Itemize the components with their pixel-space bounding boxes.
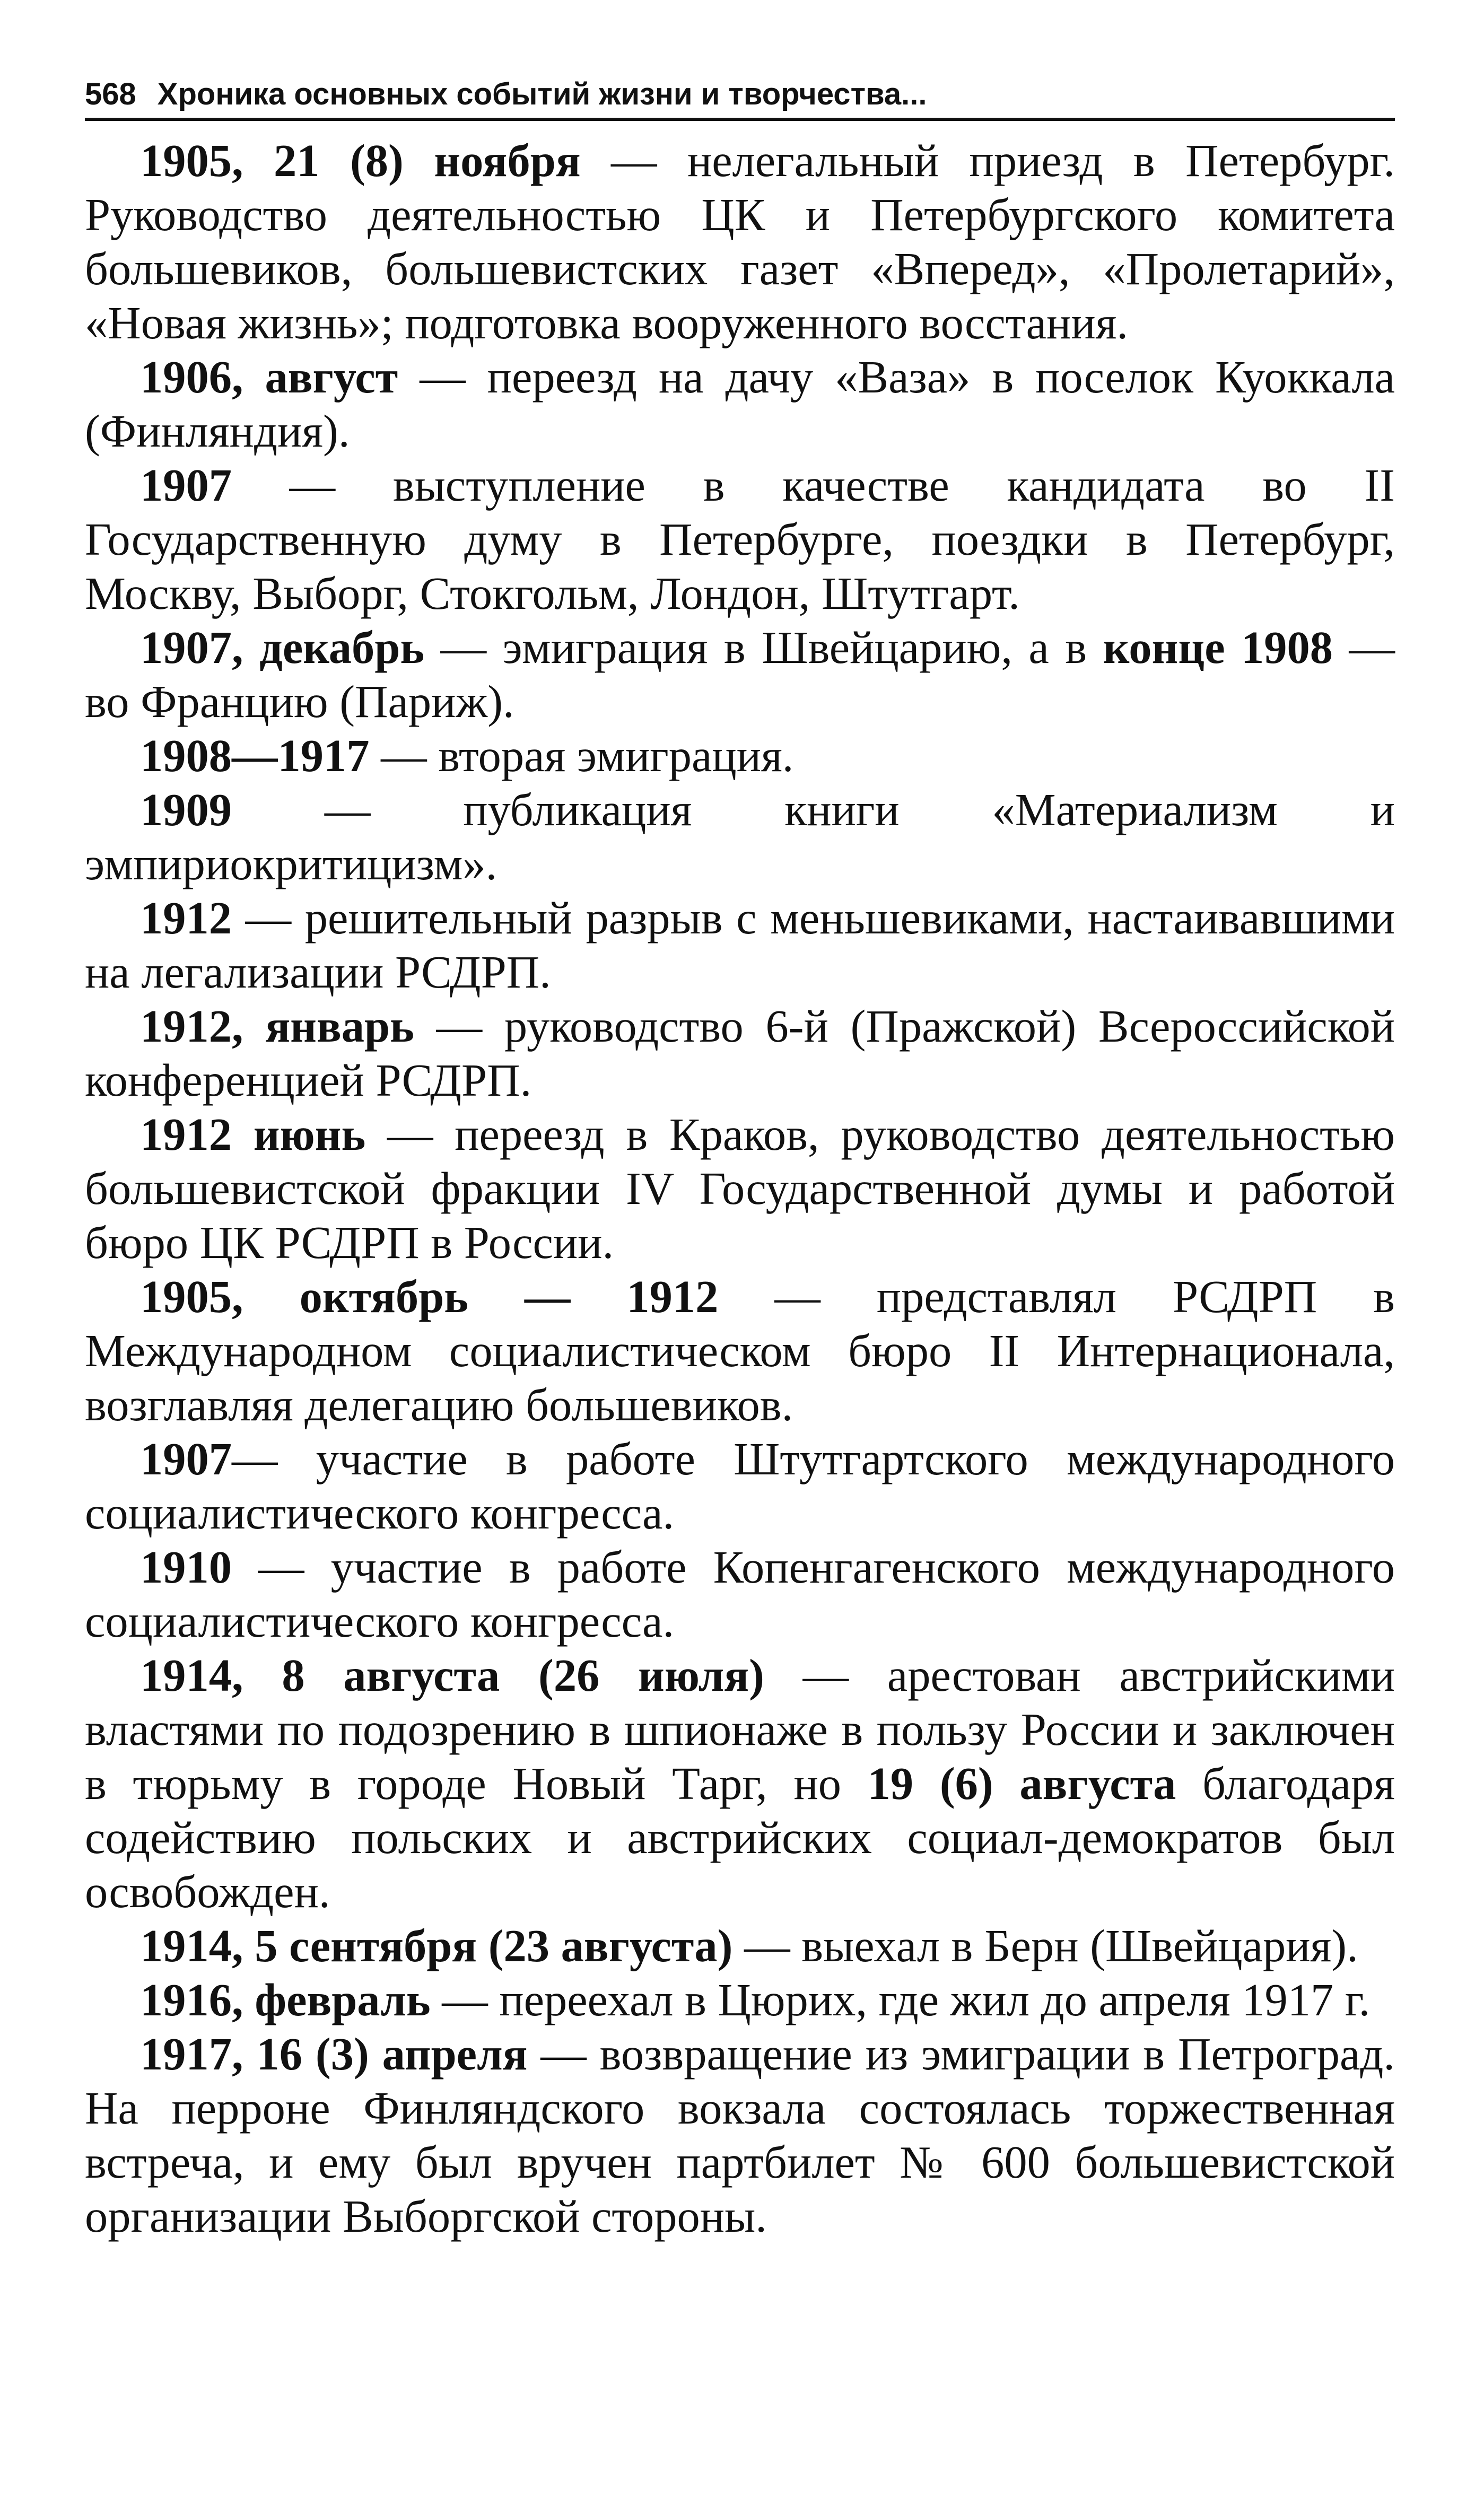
chronicle-entry	[85, 1919, 1395, 1973]
chronicle-entry	[85, 134, 1395, 350]
chronicle-entry	[85, 2027, 1395, 2243]
entry-date: 1910	[140, 1542, 232, 1593]
entry-text: — представлял РСДРП в Международном социалистическом бюро II Интернационала, возглавляя делегацию большевиков.	[85, 1271, 1395, 1430]
chronicle-text	[85, 134, 1395, 2243]
entry-date-secondary: конце 1908	[1103, 622, 1333, 673]
entry-text: — переехал в Цюрих, где жил до апреля 1917 г.	[430, 1975, 1370, 2025]
entry-date: 1906, август	[140, 352, 398, 403]
entry-date: 1912	[140, 893, 232, 944]
entry-text: — публикация книги «Материализм и эмпириокритицизм».	[85, 784, 1395, 889]
chronicle-entry	[85, 1107, 1395, 1270]
chronicle-entry	[85, 729, 1395, 783]
entry-text: — переезд на дачу «Ваза» в поселок Куоккала (Финляндия).	[85, 352, 1395, 457]
chronicle-entry	[85, 1540, 1395, 1648]
chronicle-entry	[85, 783, 1395, 891]
chronicle-entry	[85, 891, 1395, 999]
entry-text: — переезд в Краков, руководство деятельностью большевистской фракции IV Государственной думы и работой бюро ЦК РСДРП в России.	[85, 1109, 1395, 1268]
chronicle-entry	[85, 1973, 1395, 2027]
entry-text: — участие в работе Копенгагенского международного социалистического конгресса.	[85, 1542, 1395, 1647]
entry-date: 1912 июнь	[140, 1109, 366, 1160]
entry-date-secondary: 19 (6) августа	[867, 1758, 1176, 1809]
entry-text: — участие в работе Штутгартского международного социалистического конгресса.	[85, 1434, 1395, 1539]
entry-text: — решительный разрыв с меньшевиками, настаивавшими на легализации РСДРП.	[85, 893, 1395, 998]
entry-date: 1914, 8 августа (26 июля)	[140, 1650, 764, 1701]
chronicle-entry	[85, 350, 1395, 458]
entry-date: 1908—1917	[140, 730, 370, 781]
entry-date: 1917, 16 (3) апреля	[140, 2029, 528, 2080]
entry-text: — вторая эмиграция.	[369, 730, 794, 781]
chronicle-entry	[85, 1648, 1395, 1919]
chronicle-entry	[85, 621, 1395, 729]
entry-date: 1914, 5 сентября (23 августа)	[140, 1920, 733, 1971]
entry-text: — эмиграция в Швейцарию, а в	[424, 622, 1103, 673]
entry-text-secondary: — во Францию (Париж).	[85, 622, 1395, 727]
chronicle-entry	[85, 999, 1395, 1107]
entry-text: — возвращение из эмиграции в Петроград. На перроне Финляндского вокзала состоялась торжественная встреча, и ему был вручен партбилет № 600 большевистской организации Выборгской стороны.	[85, 2029, 1395, 2242]
running-title: Хроника основных событий жизни и творчества...	[157, 77, 927, 111]
entry-date: 1909	[140, 784, 232, 835]
entry-text: — арестован австрийскими властями по подозрению в шпионаже в пользу России и заключен в тюрьму в городе Новый Тарг, но	[85, 1650, 1395, 1809]
entry-text: — выступление в качестве кандидата во II Государственную думу в Петербурге, поездки в Петербург, Москву, Выборг, Стокгольм, Лондон, Штутгарт.	[85, 460, 1395, 619]
running-header	[85, 73, 1395, 121]
entry-date: 1907, декабрь	[140, 622, 425, 673]
entry-date: 1905, 21 (8) ноября	[140, 135, 581, 186]
entry-text-secondary: благодаря содействию польских и австрийских социал-демократов был освобожден.	[85, 1758, 1395, 1917]
entry-date: 1907	[140, 1434, 232, 1484]
entry-text: — нелегальный приезд в Петербург. Руководство деятельностью ЦК и Петербургского комитета большевиков, большевистских газет «Вперед», «Пролетарий», «Новая жизнь»; подготовка вооруженного восстания.	[85, 135, 1395, 348]
chronicle-entry	[85, 1432, 1395, 1540]
entry-date: 1905, октябрь — 1912	[140, 1271, 719, 1322]
entry-text: — руководство 6-й (Пражской) Всероссийской конференцией РСДРП.	[85, 1001, 1395, 1106]
page-number: 568	[85, 77, 136, 111]
entry-text: — выехал в Берн (Швейцария).	[732, 1920, 1358, 1971]
entry-date: 1907	[140, 460, 232, 511]
chronicle-entry	[85, 1270, 1395, 1432]
entry-date: 1916, февраль	[140, 1975, 431, 2025]
chronicle-entry	[85, 458, 1395, 621]
entry-date: 1912, январь	[140, 1001, 414, 1052]
